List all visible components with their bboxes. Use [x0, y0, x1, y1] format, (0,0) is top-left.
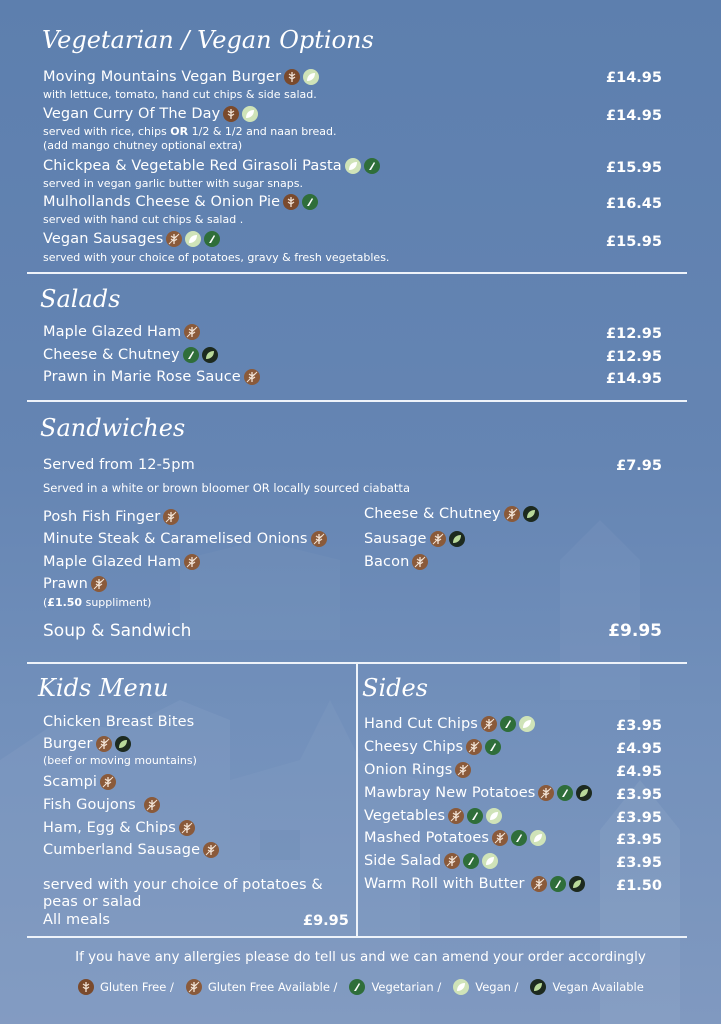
- vegan-icon: [242, 106, 258, 122]
- kids-item: [43, 820, 195, 836]
- desc-text: served with rice, chips: [43, 125, 171, 138]
- vegan-icon: [486, 808, 502, 824]
- desc-bold: OR: [170, 125, 189, 138]
- item-price: £12.95: [606, 349, 662, 365]
- item-name: Vegetables: [364, 808, 446, 824]
- kids-item: [43, 797, 160, 813]
- kids-item: [43, 714, 194, 730]
- gluten-free-available-icon: [444, 853, 460, 869]
- gluten-free-available-icon: [504, 506, 520, 522]
- item-name: Vegan Sausages: [43, 231, 164, 247]
- gluten-free-available-icon: [163, 509, 179, 525]
- item-name: Posh Fish Finger: [43, 509, 161, 525]
- item-name: Maple Glazed Ham: [43, 554, 182, 570]
- vegan-available-icon: [569, 876, 585, 892]
- item-name: Hand Cut Chips: [364, 716, 478, 732]
- sandwich-item: [43, 509, 179, 525]
- kids-served-line2: peas or salad: [43, 894, 142, 910]
- gluten-free-icon: [78, 979, 94, 995]
- sandwich-item: [364, 506, 539, 522]
- menu-item: [43, 158, 380, 174]
- sandwich-item: [43, 576, 107, 592]
- vegan-available-icon: [576, 785, 592, 801]
- divider: [27, 272, 687, 274]
- item-name: Onion Rings: [364, 762, 453, 778]
- item-name: Cumberland Sausage: [43, 842, 201, 858]
- sandwich-bread-note: Served in a white or brown bloomer OR locally sourced ciabatta: [43, 481, 410, 495]
- gluten-free-available-icon: [144, 797, 160, 813]
- item-price: £1.50: [616, 878, 662, 894]
- item-name: Scampi: [43, 774, 98, 790]
- item-name: Burger: [43, 736, 93, 752]
- item-price: £3.95: [616, 810, 662, 826]
- vegetarian-icon: [183, 347, 199, 363]
- side-item: [364, 853, 498, 869]
- item-description: served with your choice of potatoes, gravy & fresh vegetables.: [43, 251, 390, 264]
- side-item: [364, 830, 546, 846]
- side-item: [364, 762, 471, 778]
- gluten-free-available-icon: [492, 830, 508, 846]
- vegetarian-icon: [485, 739, 501, 755]
- item-name: Cheesy Chips: [364, 739, 464, 755]
- allergy-notice: If you have any allergies please do tell us and we can amend your order accordingly: [75, 949, 646, 965]
- item-description: with lettuce, tomato, hand cut chips & side salad.: [43, 88, 317, 101]
- vegetarian-icon: [500, 716, 516, 732]
- prawn-supplement-note: [43, 596, 151, 609]
- menu-item: [43, 69, 319, 85]
- menu-item: [43, 231, 220, 247]
- gluten-free-icon: [284, 69, 300, 85]
- legend-vegetarian: Vegetarian /: [371, 980, 442, 994]
- gluten-free-available-icon: [186, 979, 202, 995]
- item-price: £16.45: [606, 196, 662, 212]
- item-name: Chicken Breast Bites: [43, 714, 195, 730]
- vegetarian-icon: [349, 979, 365, 995]
- vegetarian-icon: [204, 231, 220, 247]
- sandwich-served-time: Served from 12-5pm: [43, 457, 195, 473]
- gluten-free-available-icon: [203, 842, 219, 858]
- vegan-available-icon: [115, 736, 131, 752]
- item-name: Ham, Egg & Chips: [43, 820, 176, 836]
- legend-vegan: Vegan /: [475, 980, 519, 994]
- vegan-icon: [185, 231, 201, 247]
- divider: [27, 936, 687, 938]
- item-price: £15.95: [606, 160, 662, 176]
- kids-item: [43, 736, 131, 752]
- gluten-free-available-icon: [184, 324, 200, 340]
- item-price: £3.95: [616, 787, 662, 803]
- sandwiches-title: Sandwiches: [40, 414, 186, 442]
- item-description: [43, 125, 336, 138]
- divider: [27, 400, 687, 402]
- gluten-free-icon: [283, 194, 299, 210]
- item-price: £14.95: [606, 108, 662, 124]
- kids-item: [43, 774, 116, 790]
- menu-item: [43, 194, 318, 210]
- vegetarian-icon: [467, 808, 483, 824]
- vegan-icon: [453, 979, 469, 995]
- item-name: Prawn in Marie Rose Sauce: [43, 369, 241, 385]
- legend-gluten-free-available: Gluten Free Available /: [207, 980, 338, 994]
- item-price: £12.95: [606, 326, 662, 342]
- kids-menu-title: Kids Menu: [38, 674, 169, 702]
- gluten-free-icon: [223, 106, 239, 122]
- item-price: £14.95: [606, 70, 662, 86]
- vegan-icon: [530, 830, 546, 846]
- kids-price: £9.95: [303, 913, 349, 929]
- item-name: Moving Mountains Vegan Burger: [43, 69, 282, 85]
- gluten-free-available-icon: [179, 820, 195, 836]
- vegan-available-icon: [449, 531, 465, 547]
- supp-bold: £1.50: [47, 596, 83, 609]
- gluten-free-available-icon: [184, 554, 200, 570]
- menu-item: [43, 324, 200, 340]
- item-name: Cheese & Chutney: [364, 506, 501, 522]
- item-name: Sausage: [364, 531, 427, 547]
- side-item: [364, 785, 592, 801]
- side-item: [364, 808, 502, 824]
- gluten-free-available-icon: [538, 785, 554, 801]
- vegetarian-icon: [557, 785, 573, 801]
- item-name: Warm Roll with Butter: [364, 876, 525, 892]
- item-name: Mawbray New Potatoes: [364, 785, 536, 801]
- vertical-divider: [356, 662, 358, 938]
- sandwich-item: [43, 531, 327, 547]
- item-name: Minute Steak & Caramelised Onions: [43, 531, 308, 547]
- item-price: £3.95: [616, 855, 662, 871]
- gluten-free-available-icon: [96, 736, 112, 752]
- item-name: Vegan Curry Of The Day: [43, 106, 221, 122]
- item-name: Maple Glazed Ham: [43, 324, 182, 340]
- item-name: Prawn: [43, 576, 88, 592]
- vegan-icon: [345, 158, 361, 174]
- gluten-free-available-icon: [311, 531, 327, 547]
- gluten-free-available-icon: [166, 231, 182, 247]
- veg-section-title: Vegetarian / Vegan Options: [42, 26, 374, 54]
- vegetarian-icon: [550, 876, 566, 892]
- kids-all-meals: All meals: [43, 912, 110, 928]
- gluten-free-available-icon: [91, 576, 107, 592]
- salads-title: Salads: [40, 285, 121, 313]
- gluten-free-available-icon: [100, 774, 116, 790]
- gluten-free-available-icon: [244, 369, 260, 385]
- sandwich-price: £7.95: [616, 458, 662, 474]
- vegan-icon: [482, 853, 498, 869]
- gluten-free-available-icon: [455, 762, 471, 778]
- side-item: [364, 716, 535, 732]
- vegan-icon: [519, 716, 535, 732]
- side-item: [364, 876, 585, 892]
- desc-text: 1/2 & 1/2 and naan bread.: [188, 125, 337, 138]
- item-name: Bacon: [364, 554, 410, 570]
- gluten-free-available-icon: [531, 876, 547, 892]
- legend-gluten-free: Gluten Free /: [100, 980, 174, 994]
- soup-sandwich-price: £9.95: [608, 621, 662, 641]
- menu-item: [43, 369, 260, 385]
- item-price: £15.95: [606, 234, 662, 250]
- vegan-available-icon: [523, 506, 539, 522]
- soup-sandwich-label: Soup & Sandwich: [43, 621, 192, 641]
- side-item: [364, 739, 501, 755]
- item-price: £4.95: [616, 764, 662, 780]
- menu-item: [43, 347, 218, 363]
- vegan-available-icon: [202, 347, 218, 363]
- supp-text: (: [43, 596, 48, 609]
- item-name: Cheese & Chutney: [43, 347, 180, 363]
- vegetarian-icon: [302, 194, 318, 210]
- legend-vegan-available: Vegan Available: [552, 980, 644, 994]
- item-name: Chickpea & Vegetable Red Girasoli Pasta: [43, 158, 342, 174]
- menu-item: [43, 106, 258, 122]
- kids-served-line1: served with your choice of potatoes &: [43, 877, 323, 893]
- gluten-free-available-icon: [430, 531, 446, 547]
- gluten-free-available-icon: [412, 554, 428, 570]
- item-description: served with hand cut chips & salad .: [43, 213, 244, 226]
- vegan-icon: [303, 69, 319, 85]
- supp-text: suppliment): [82, 596, 152, 609]
- item-price: £14.95: [606, 371, 662, 387]
- item-description-extra: (add mango chutney optional extra): [43, 139, 243, 152]
- item-name: Mulhollands Cheese & Onion Pie: [43, 194, 281, 210]
- vegan-available-icon: [530, 979, 546, 995]
- sandwich-item: [364, 531, 465, 547]
- gluten-free-available-icon: [448, 808, 464, 824]
- dietary-legend: [75, 979, 644, 995]
- vegetarian-icon: [511, 830, 527, 846]
- gluten-free-available-icon: [466, 739, 482, 755]
- item-price: £3.95: [616, 718, 662, 734]
- vegetarian-icon: [364, 158, 380, 174]
- item-name: Fish Goujons: [43, 797, 136, 813]
- gluten-free-available-icon: [481, 716, 497, 732]
- sides-title: Sides: [362, 674, 428, 702]
- vegetarian-icon: [463, 853, 479, 869]
- sandwich-item: [43, 554, 200, 570]
- burger-note: (beef or moving mountains): [43, 754, 197, 767]
- item-name: Mashed Potatoes: [364, 830, 490, 846]
- item-name: Side Salad: [364, 853, 442, 869]
- item-price: £3.95: [616, 832, 662, 848]
- item-description: served in vegan garlic butter with sugar snaps.: [43, 177, 303, 190]
- sandwich-item: [364, 554, 428, 570]
- item-price: £4.95: [616, 741, 662, 757]
- kids-item: [43, 842, 219, 858]
